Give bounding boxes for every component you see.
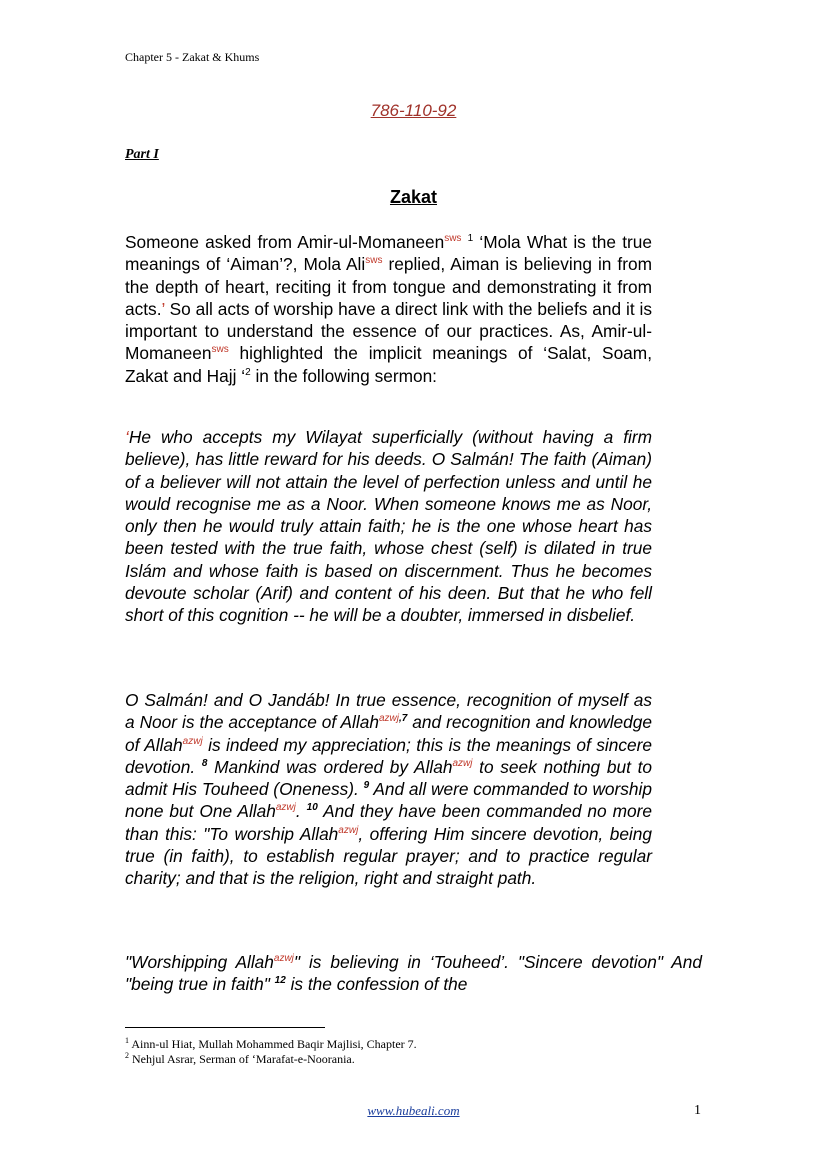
text-run: ‘Mola What is the true meanings of ‘Aiman’?, Mola Ali [125,232,652,275]
text-run: is indeed my appreciation; this is the meanings of sincere devotion. [125,734,653,777]
footnote-item [125,1052,417,1067]
footnote-ref: 1 [467,233,474,245]
paragraph-sermon-1 [125,426,652,627]
text-run: is the confession of the [285,974,468,995]
footnote-ref: 12 [274,975,286,987]
footnote-number: 2 [125,1051,129,1060]
text-run: He who accepts my Wilayat superficially (without having a firm believe), has little reward for his deeds. O Salmán! The faith (Aiman) of a believer will not attain the level of perfection unless and until he would recognise me as a Noor. When someone knows me as Noor, only then he would truly attain faith; he is the one whose heart has been tested with the true faith, whose chest (self) is dilated in true Islám and whose faith is based on discernment. Thus he becomes devoute scholar (Arif) and content of his deen. But that he who fell short of this cognition -- he will be a doubter, immersed in disbelief. [125,427,652,626]
website-link[interactable]: www.hubeali.com [367,1103,460,1118]
sws-superscript: sws [211,344,229,356]
footnote-text: Ainn-ul Hiat, Mullah Mohammed Baqir Majlisi, Chapter 7. [131,1037,417,1051]
footnote-item [125,1037,417,1052]
text-run: O Salmán! and O Jandáb! In true essence, recognition of myself as a Noor is the acceptance of Allah [125,690,652,733]
azwj-superscript: azwj [378,713,399,725]
text-run: in the following sermon: [250,365,437,386]
azwj-superscript: azwj [275,802,296,814]
page-title: Zakat [389,187,438,207]
text-run: And all were commanded to worship none but One Allah [125,779,652,822]
azwj-superscript: azwj [182,735,203,747]
paragraph-sermon-2 [125,689,652,890]
text-run: So all acts of worship have a direct link with the beliefs and it is important to understand the essence of our practices. As, Amir-ul-Momaneen [125,298,652,364]
text-run: , offering Him sincere devotion, being true (in faith), to establish regular prayer; and to practice regular charity; and that is the religion, right and straight path. [125,823,652,889]
page-number: 1 [694,1103,701,1118]
text-run: replied, Aiman is believing in from the depth of heart, reciting it from tongue and demonstrating it from acts. [125,254,652,319]
text-run: Someone asked from Amir-ul-Momaneen [125,232,445,252]
footnote-ref: 2 [245,367,251,379]
text-run: "Worshipping Allah [125,952,274,972]
paragraph-intro [125,231,652,387]
footnote-text: Nehjul Asrar, Serman of ‘Marafat-e-Noorania. [132,1052,355,1066]
footnote-ref: 9 [363,780,370,792]
text-run: And they have been commanded no more than this: "To worship Allah [125,801,652,844]
running-header: Chapter 5 - Zakat & Khums [125,50,260,64]
footnote-ref: 10 [306,802,318,814]
paragraph-worship [125,951,702,996]
footnote-number: 1 [125,1036,129,1045]
text-run: . [295,801,307,822]
text-run: to seek nothing but to admit His Touheed (Oneness). [125,756,652,800]
footnotes [125,1037,417,1067]
closing-quote: ’ [161,298,165,319]
document-code: 786-110-92 [370,101,457,120]
footnote-ref: 8 [201,758,208,770]
sws-superscript: sws [444,233,462,245]
part-heading: Part I [125,147,159,162]
footnote-ref: ,7 [398,713,408,725]
azwj-superscript: azwj [273,953,294,965]
text-run: highlighted the implicit meanings of ‘Salat, Soam, Zakat and Hajj ‘ [125,343,652,386]
text-run: and recognition and knowledge of Allah [125,712,653,755]
text-run: " is believing in ‘Touheed’. "Sincere devotion" And "being true in faith" [125,952,702,995]
azwj-superscript: azwj [338,825,359,837]
footnote-divider [125,1027,325,1028]
azwj-superscript: azwj [452,758,473,770]
text-run: Mankind was ordered by Allah [207,756,453,777]
sws-superscript: sws [365,255,383,267]
opening-quote: ‘ [125,427,129,447]
